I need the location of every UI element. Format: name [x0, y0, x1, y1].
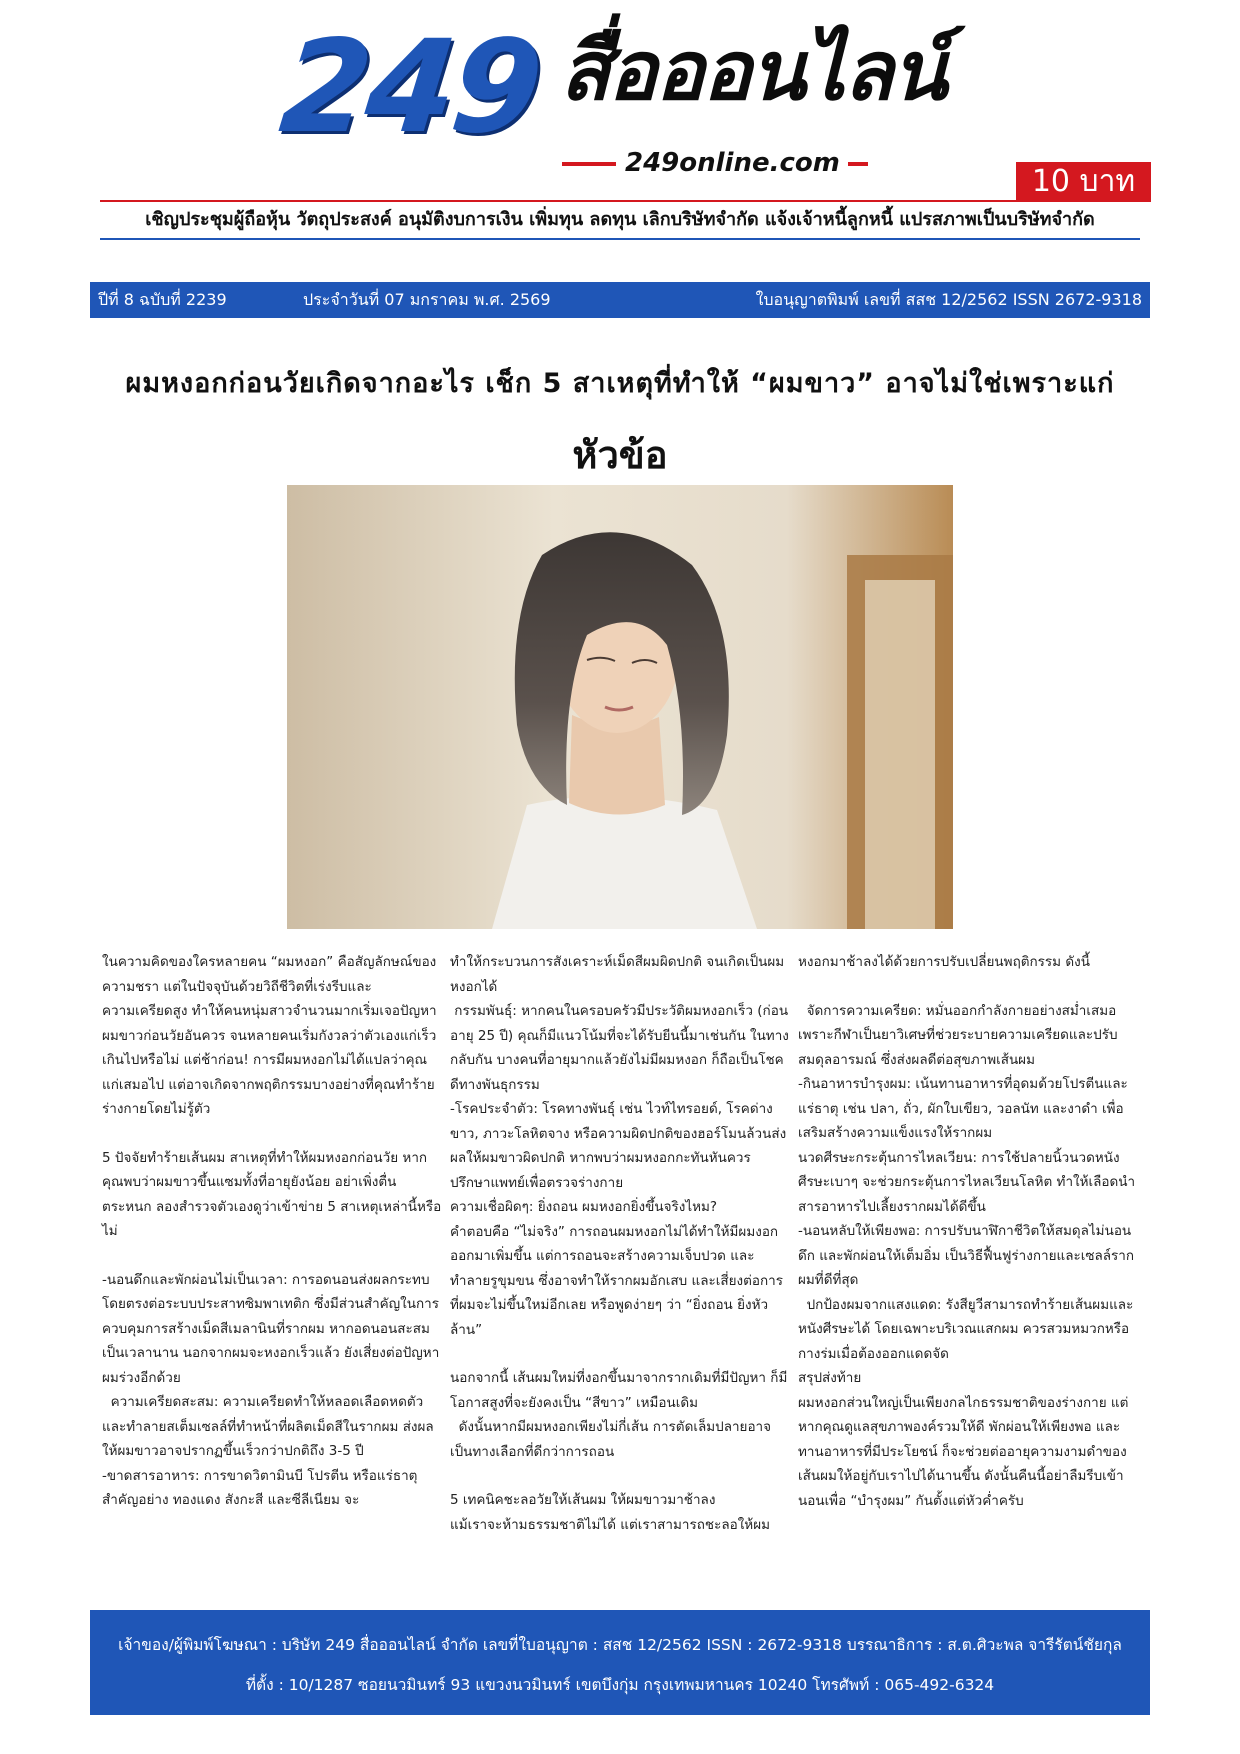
article-photo — [287, 485, 953, 929]
paragraph: คำตอบคือ “ไม่จริง” การถอนผมหงอกไม่ได้ทำให้มีผมงอกออกมาเพิ่มขึ้น แต่การถอนจะสร้างความเจ็บปวด และทำลายรูขุมขน ซึ่งอาจทำให้รากผมอักเสบ และเสี่ยงต่อการที่ผมจะไม่ขึ้นใหม่อีกเลย หรือพูดง่ายๆ ว่า “ยิ่งถอน ยิ่งหัวล้าน” — [450, 1223, 783, 1338]
paragraph: 5 ปัจจัยทำร้ายเส้นผม สาเหตุที่ทำให้ผมหงอกก่อนวัย หากคุณพบว่าผมขาวขึ้นแซมทั้งที่อายุยังน้อย อย่าเพิ่งตื่นตระหนก ลองสำรวจตัวเองดูว่าเข้าข่าย 5 สาเหตุเหล่านี้หรือไม่ — [102, 1149, 442, 1239]
article-column-3 — [798, 950, 1138, 1513]
paragraph: ดังนั้นหากมีผมหงอกเพียงไม่กี่เส้น การตัดเล็มปลายอาจเป็นทางเลือกที่ดีกว่าการถอน — [450, 1419, 772, 1460]
logo-thai-text: สื่อออนไลน์ — [560, 24, 946, 119]
paragraph: ปกป้องผมจากแสงแดด: รังสียูวีสามารถทำร้ายเส้นผมและหนังศีรษะได้ โดยเฉพาะบริเวณแสกผม ควรสวมหมวกหรือกางร่มเมื่อต้องออกแดดจัด — [798, 1296, 1134, 1362]
article-column-2 — [450, 950, 790, 1537]
paragraph: นวดศีรษะกระตุ้นการไหลเวียน: การใช้ปลายนิ้วนวดหนังศีรษะเบาๆ จะช่วยกระตุ้นการไหลเวียนโลหิต ทำให้เลือดนำสารอาหารไปเลี้ยงรากผมได้ดีขึ้น — [798, 1149, 1136, 1215]
paragraph: -นอนหลับให้เพียงพอ: การปรับนาฬิกาชีวิตให้สมดุลไม่นอนดึก และพักผ่อนให้เต็มอิ่ม เป็นวิธีฟื้นฟูร่างกายและเซลล์รากผมที่ดีที่สุด — [798, 1223, 1135, 1288]
article-column-1 — [102, 950, 442, 1513]
conclusion-heading: สรุปส่งท้าย — [798, 1370, 862, 1386]
paragraph: ความเชื่อผิดๆ: ยิ่งถอน ผมหงอกยิ่งขึ้นจริงไหม? — [450, 1199, 718, 1215]
footer-publisher-line: เจ้าของ/ผู้พิมพ์โฆษณา : บริษัท 249 สื่อออนไลน์ จำกัด เลขที่ใบอนุญาต : สสช 12/2562 ISSN : 2672-9318 บรรณาธิการ : ส.ต.ศิวะพล จารีรัตน์ชัยกุล — [118, 1636, 1122, 1654]
publisher-footer — [90, 1610, 1150, 1715]
paragraph: -ขาดสารอาหาร: การขาดวิตามินบี โปรตีน หรือแร่ธาตุสำคัญอย่าง ทองแดง สังกะสี และซีลีเนียม จะ — [102, 1467, 418, 1508]
paragraph-gap — [450, 1464, 790, 1488]
services-line: เชิญประชุมผู้ถือหุ้น วัตถุประสงค์ อนุมัติงบการเงิน เพิ่มทุน ลดทุน เลิกบริษัทจำกัด แจ้งเจ้าหนี้ลูกหนี้ แปรสภาพเป็นบริษัทจำกัด — [145, 209, 1095, 230]
issue-date: ประจำวันที่ 07 มกราคม พ.ศ. 2569 — [303, 290, 551, 309]
logo-number: 249 — [274, 13, 546, 162]
paragraph: 5 เทคนิคชะลอวัยให้เส้นผม ให้ผมขาวมาช้าลง — [450, 1492, 716, 1508]
paragraph-gap — [102, 1244, 442, 1268]
paragraph-gap — [102, 1122, 442, 1146]
paragraph: ในความคิดของใครหลายคน “ผมหงอก” คือสัญลักษณ์ของความชรา แต่ในปัจจุบันด้วยวิถีชีวิตที่เร่งรีบและความเครียดสูง ทำให้คนหนุ่มสาวจำนวนมากเริ่มเจอปัญหาผมขาวก่อนวัยอันควร จนหลายคนเริ่มกังวลว่าตัวเองแก่เร็วเกินไปหรือไม่ แต่ช้าก่อน! การมีผมหงอกไม่ได้แปลว่าคุณแก่เสมอไป แต่อาจเกิดจากพฤติกรรมบางอย่างที่คุณทำร้ายร่างกายโดยไม่รู้ตัว — [102, 954, 437, 1117]
paragraph-gap — [798, 975, 1138, 999]
logo-rule-left — [562, 162, 616, 166]
paragraph: แม้เราจะห้ามธรรมชาติไม่ได้ แต่เราสามารถชะลอให้ผม — [450, 1516, 771, 1533]
paragraph: -นอนดึกและพักผ่อนไม่เป็นเวลา: การอดนอนส่งผลกระทบโดยตรงต่อระบบประสาทซิมพาเทติก ซึ่งมีส่วนสำคัญในการควบคุมการสร้างเม็ดสีเมลานินที่รากผม หากอดนอนสะสมเป็นเวลานาน นอกจากผมจะหงอกเร็วแล้ว ยังเสี่ยงต่อปัญหาผมร่วงอีกด้วย — [102, 1271, 440, 1386]
masthead — [0, 0, 1240, 199]
paragraph: จัดการความเครียด: หมั่นออกกำลังกายอย่างสม่ำเสมอ เพราะกีฬาเป็นยาวิเศษที่ช่วยระบายความเครียดและปรับสมดุลอารมณ์ ซึ่งส่งผลดีต่อสุขภาพเส้นผม — [798, 1002, 1121, 1068]
footer-address-line: ที่ตั้ง : 10/1287 ซอยนวมินทร์ 93 แขวงนวมินทร์ เขตบึงกุ่ม กรุงเทพมหานคร 10240 โทรศัพท์ : 065-492-6324 — [245, 1676, 995, 1694]
issue-info-bar — [90, 282, 1150, 318]
logo-url: 249online.com — [625, 148, 840, 178]
logo-rule-right — [848, 162, 868, 166]
paragraph: ผมหงอกส่วนใหญ่เป็นเพียงกลไกธรรมชาติของร่างกาย แต่หากคุณดูแลสุขภาพองค์รวมให้ดี พักผ่อนให้เพียงพอ และทานอาหารที่มีประโยชน์ ก็จะช่วยต่ออายุความงามดำของเส้นผมให้อยู่กับเราไปได้นานขึ้น ดังนั้นคืนนี้อย่าลืมรีบเข้านอนเพื่อ “บำรุงผม” กันตั้งแต่หัวค่ำครับ — [798, 1394, 1129, 1509]
paragraph: -โรคประจำตัว: โรคทางพันธุ์ เช่น ไวท์ไทรอยด์, โรคด่างขาว, ภาวะโลหิตจาง หรือความผิดปกติของฮอร์โมนล้วนส่งผลให้ผมขาวผิดปกติ หากพบว่าผมหงอกกะทันหันควรปรึกษาแพทย์เพื่อตรวจร่างกาย — [450, 1101, 787, 1191]
paragraph: ความเครียดสะสม: ความเครียดทำให้หลอดเลือดหดตัวและทำลายสเต็มเซลล์ที่ทำหน้าที่ผลิตเม็ดสีในรากผม ส่งผลให้ผมขาวอาจปรากฏขึ้นเร็วกว่าปกติถึง 3-5 ปี — [102, 1394, 434, 1459]
woman-portrait-illustration — [287, 485, 953, 929]
print-license: ใบอนุญาตพิมพ์ เลขที่ สสช 12/2562 ISSN 2672-9318 — [755, 290, 1142, 309]
paragraph: นอกจากนี้ เส้นผมใหม่ที่งอกขึ้นมาจากรากเดิมที่มีปัญหา ก็มีโอกาสสูงที่จะยังคงเป็น “สีขาว” เหมือนเดิม — [450, 1370, 788, 1411]
paragraph: -กินอาหารบำรุงผม: เน้นทานอาหารที่อุดมด้วยโปรตีนและแร่ธาตุ เช่น ปลา, ถั่ว, ผักใบเขียว, วอลนัท และงาดำ เพื่อเสริมสร้างความแข็งแรงให้รากผม — [798, 1076, 1128, 1141]
article-headline: ผมหงอกก่อนวัยเกิดจากอะไร เช็ก 5 สาเหตุที่ทำให้ “ผมขาว” อาจไม่ใช่เพราะแก่ — [125, 368, 1115, 399]
paragraph-gap — [450, 1342, 790, 1366]
divider-blue — [100, 238, 1140, 240]
issue-number: ปีที่ 8 ฉบับที่ 2239 — [98, 290, 227, 309]
paragraph: กรรมพันธุ์: หากคนในครอบครัวมีประวัติผมหงอกเร็ว (ก่อนอายุ 25 ปี) คุณก็มีแนวโน้มที่จะได้รับยีนนี้มาเช่นกัน ในทางกลับกัน บางคนที่อายุมากแล้วยังไม่มีผมหงอก ก็ถือเป็นโชคดีทางพันธุกรรม — [450, 1003, 789, 1093]
price-badge: 10 บาท — [1016, 162, 1151, 202]
paragraph: หงอกมาช้าลงได้ด้วยการปรับเปลี่ยนพฤติกรรม ดังนี้ — [798, 954, 1090, 970]
article-subhead: หัวข้อ — [572, 433, 668, 477]
paragraph: ทำให้กระบวนการสังเคราะห์เม็ดสีผมผิดปกติ จนเกิดเป็นผมหงอกได้ — [450, 954, 785, 995]
divider-red — [100, 200, 1140, 202]
